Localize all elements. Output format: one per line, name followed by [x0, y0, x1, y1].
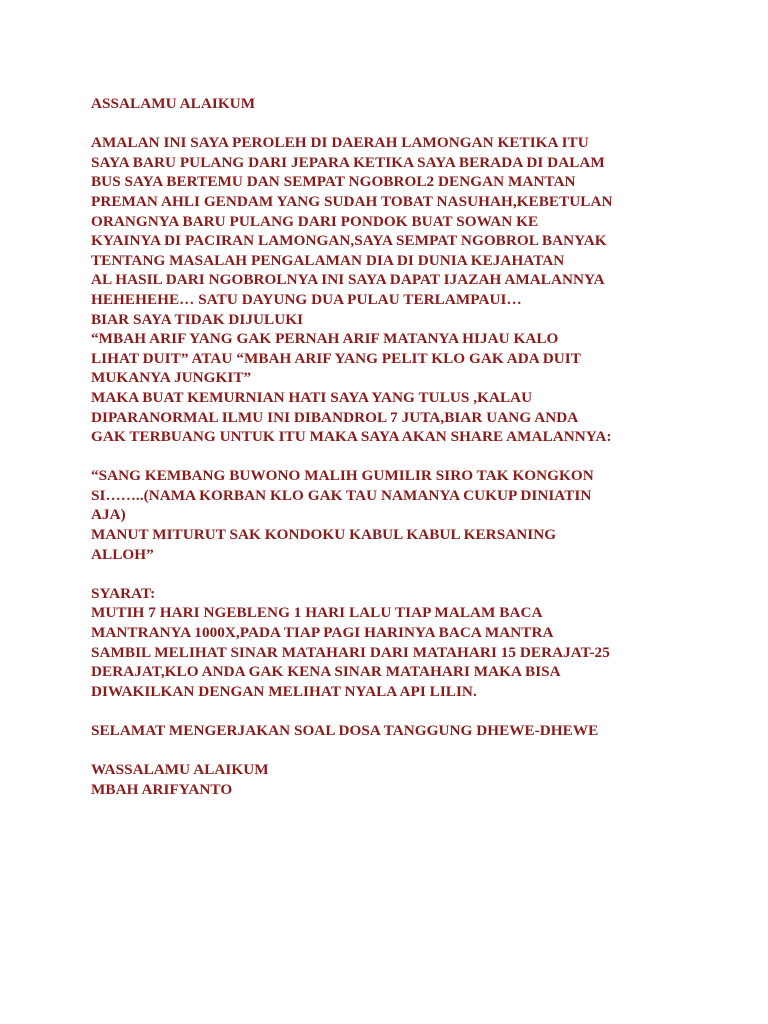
syarat-line: MANTRANYA 1000X,PADA TIAP PAGI HARINYA BACA MANTRA [91, 624, 554, 642]
syarat-paragraph [91, 584, 731, 702]
intro-line: ORANGNYA BARU PULANG DARI PONDOK BUAT SOWAN KE [91, 212, 539, 230]
mantra-paragraph [91, 466, 731, 564]
intro-line: KYAINYA DI PACIRAN LAMONGAN,SAYA SEMPAT NGOBROL BANYAK [91, 232, 607, 250]
syarat-line: DIWAKILKAN DENGAN MELIHAT NYALA API LILIN. [91, 682, 477, 700]
farewell-text: WASSALAMU ALAIKUM [91, 761, 269, 779]
intro-paragraph [91, 133, 731, 447]
intro-line: BIAR SAYA TIDAK DIJULUKI [91, 310, 304, 328]
intro-line: MUKANYA JUNGKIT” [91, 369, 252, 387]
document-body [91, 94, 731, 799]
intro-line: AL HASIL DARI NGOBROLNYA INI SAYA DAPAT IJAZAH AMALANNYA [91, 271, 605, 289]
intro-line: TENTANG MASALAH PENGALAMAN DIA DI DUNIA KEJAHATAN [91, 251, 565, 269]
greeting-text: ASSALAMU ALAIKUM [91, 95, 256, 112]
intro-line: AMALAN INI SAYA PEROLEH DI DAERAH LAMONGAN KETIKA ITU [91, 134, 589, 152]
intro-line: MAKA BUAT KEMURNIAN HATI SAYA YANG TULUS ,KALAU [91, 388, 533, 406]
intro-line: HEHEHEHE… SATU DAYUNG DUA PULAU TERLAMPAUI… [91, 290, 522, 308]
mantra-line: ALLOH” [91, 545, 154, 563]
syarat-line: MUTIH 7 HARI NGEBLENG 1 HARI LALU TIAP MALAM BACA [91, 604, 543, 622]
signature-text: MBAH ARIFYANTO [91, 780, 233, 798]
intro-line: BUS SAYA BERTEMU DAN SEMPAT NGOBROL2 DENGAN MANTAN [91, 173, 576, 191]
closing-note-paragraph [91, 721, 731, 741]
syarat-line: DERAJAT,KLO ANDA GAK KENA SINAR MATAHARI MAKA BISA [91, 663, 561, 681]
intro-line: PREMAN AHLI GENDAM YANG SUDAH TOBAT NASUHAH,KEBETULAN [91, 192, 613, 210]
greeting-paragraph [91, 94, 731, 114]
syarat-line: SAMBIL MELIHAT SINAR MATAHARI DARI MATAHARI 15 DERAJAT-25 [91, 643, 610, 661]
intro-line: GAK TERBUANG UNTUK ITU MAKA SAYA AKAN SHARE AMALANNYA: [91, 428, 612, 446]
intro-line: LIHAT DUIT” ATAU “MBAH ARIF YANG PELIT KLO GAK ADA DUIT [91, 349, 581, 367]
mantra-line: SI……..(NAMA KORBAN KLO GAK TAU NAMANYA CUKUP DINIATIN [91, 486, 592, 504]
mantra-line: MANUT MITURUT SAK KONDOKU KABUL KABUL KERSANING [91, 526, 557, 544]
syarat-heading: SYARAT: [91, 584, 156, 602]
intro-line: “MBAH ARIF YANG GAK PERNAH ARIF MATANYA HIJAU KALO [91, 330, 559, 348]
farewell-paragraph [91, 760, 731, 799]
closing-note-text: SELAMAT MENGERJAKAN SOAL DOSA TANGGUNG DHEWE-DHEWE [91, 722, 599, 739]
mantra-line: AJA) [91, 506, 126, 524]
mantra-line: “SANG KEMBANG BUWONO MALIH GUMILIR SIRO TAK KONGKON [91, 467, 594, 485]
intro-line: DIPARANORMAL ILMU INI DIBANDROL 7 JUTA,BIAR UANG ANDA [91, 408, 579, 426]
intro-line: SAYA BARU PULANG DARI JEPARA KETIKA SAYA BERADA DI DALAM [91, 153, 605, 171]
